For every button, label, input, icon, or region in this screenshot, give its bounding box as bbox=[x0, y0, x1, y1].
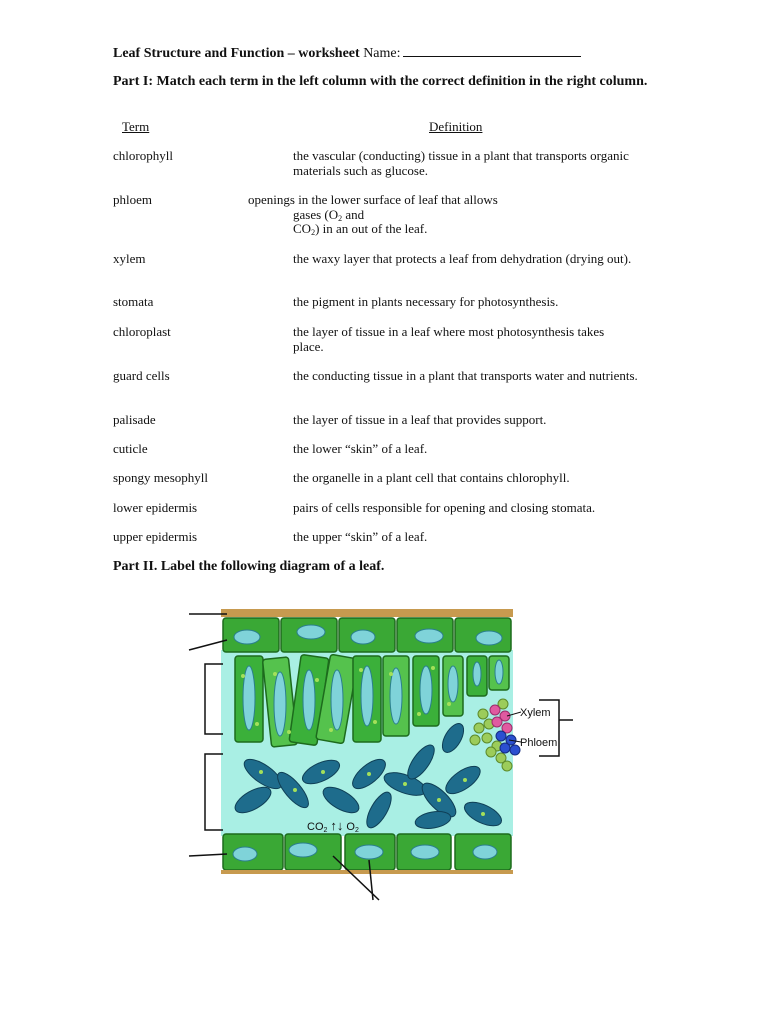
definition-item: the upper “skin” of a leaf. bbox=[293, 529, 428, 544]
term-item: palisade bbox=[113, 412, 156, 427]
leaf-cross-section-diagram bbox=[183, 604, 583, 904]
term-item: xylem bbox=[113, 251, 146, 266]
cuticle-layer bbox=[221, 609, 513, 617]
definition-item: the organelle in a plant cell that contains chlorophyll. bbox=[293, 470, 570, 485]
term-item: chloroplast bbox=[113, 324, 171, 339]
title-text: Leaf Structure and Function – worksheet bbox=[113, 46, 360, 61]
definition-item: the conducting tissue in a plant that transports water and nutrients. bbox=[293, 368, 638, 383]
term-item: cuticle bbox=[113, 441, 148, 456]
co2-o2-label: CO2 ↑↓ O2 bbox=[307, 818, 359, 834]
definition-item: the layer of tissue in a leaf that provides support. bbox=[293, 412, 547, 427]
term-item: chlorophyll bbox=[113, 148, 173, 163]
name-blank[interactable] bbox=[403, 45, 581, 57]
name-label: Name: bbox=[363, 46, 401, 61]
definition-gases-line: gases ($O_2$ and bbox=[293, 207, 365, 223]
definition-item: pairs of cells responsible for opening and closing stomata. bbox=[293, 500, 596, 515]
definition-item: openings in the lower surface of leaf that allows bbox=[248, 192, 498, 207]
term-item: upper epidermis bbox=[113, 529, 198, 544]
definition-item: the waxy layer that protects a leaf from dehydration (drying out). bbox=[293, 251, 632, 266]
definition-item: the lower “skin” of a leaf. bbox=[293, 441, 428, 456]
lower-cuticle-layer bbox=[221, 870, 513, 874]
term-column-header: Term bbox=[122, 119, 150, 134]
term-item: guard cells bbox=[113, 368, 170, 383]
term-item: lower epidermis bbox=[113, 500, 198, 515]
part1-instructions: Part I: Match each term in the left column with the correct definition in the right column. bbox=[113, 74, 648, 89]
term-item: phloem bbox=[113, 192, 152, 207]
phloem-label: Phloem bbox=[520, 737, 558, 749]
worksheet-title bbox=[113, 45, 581, 62]
definition-item: the layer of tissue in a leaf where most photosynthesis takes place. bbox=[293, 324, 605, 354]
definition-item: the pigment in plants necessary for photosynthesis. bbox=[293, 294, 559, 309]
term-item: spongy mesophyll bbox=[113, 470, 208, 485]
xylem-label: Xylem bbox=[520, 707, 551, 719]
part2-instructions: Part II. Label the following diagram of a leaf. bbox=[113, 559, 385, 574]
definition-column-header: Definition bbox=[429, 119, 483, 134]
definition-gases-line: $CO_2$) in an out of the leaf. bbox=[293, 221, 428, 237]
term-item: stomata bbox=[113, 294, 154, 309]
definition-item: the vascular (conducting) tissue in a plant that transports organic materials such as glucose. bbox=[293, 148, 629, 178]
